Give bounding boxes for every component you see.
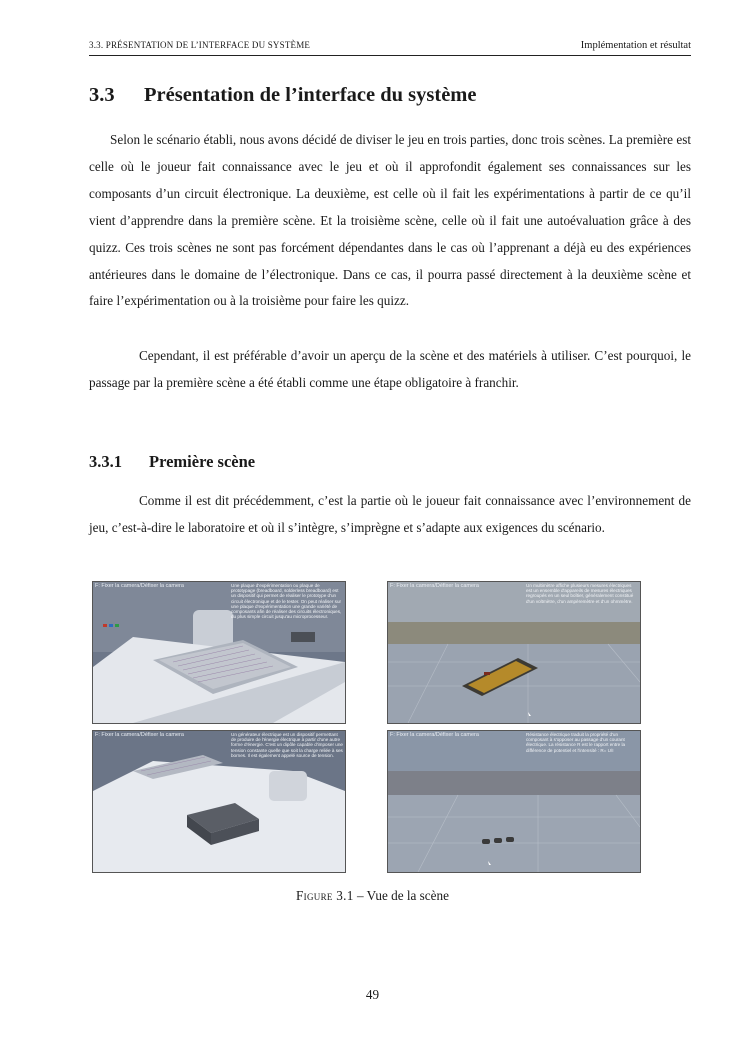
- subsection-title: [89, 452, 255, 472]
- section-number: 3.3: [89, 84, 115, 106]
- paragraph-first-scene: Comme il est dit précédemment, c’est la partie où le joueur fait connaissance avec l’environnement de jeu, c’est-à-dire le laboratoire et où il s’intègre, s’imprègne et s’adapte aux exigences du scénario.: [89, 493, 691, 535]
- figure-label: Figure 3.1: [296, 888, 354, 903]
- subsection-heading-text: Première scène: [149, 452, 256, 471]
- component-description: Un multimètre affiche plusieurs mesures électriques est un ensemble d'appareils de mesures électriques regroupés en un seul boîtier, généralement constitué d'un voltmètre, d'un ampèremètre et d'un ohmmètre.: [526, 583, 634, 604]
- component-description: Une plaque d'expérimentation ou plaque de prototypage (breadboard, solderless breadboard) est un dispositif qui permet de réaliser le prototype d'un circuit électronique et de le tester. On peut réaliser sur une plaque d'expérimentation une grande variété de composants afin de réaliser des circuits électroniques, du plus simple circuit jusqu'au microprocesseur.: [231, 583, 342, 620]
- scene-screenshot-breadboard: [92, 581, 346, 724]
- paragraph-intro: Selon le scénario établi, nous avons décidé de diviser le jeu en trois parties, donc trois scènes. La première est celle où le joueur fait connaissance avec le jeu et où il approfondit également ses connaissances sur les composants d’un circuit électronique. La deuxième, est celle où il fait les expérimentations à partir de ce qu’il vient d’apprendre dans la première scène. Et la troisième scène, celle où il fait une autoévaluation grâce à des quizz. Ces trois scènes ne sont pas forcément dépendantes dans le cas où l’apprenant a déjà eu des expériences antérieures dans le domaine de l’électronique. Dans ce cas, il pourra passé directement à la deuxième scène et faire l’expérimentation ou à la troisième pour faire les quizz.: [89, 132, 691, 309]
- scene-screenshot-resistors: [387, 730, 641, 873]
- scene-screenshot-multimeter: [387, 581, 641, 724]
- section-heading-text: Présentation de l’interface du système: [144, 84, 477, 106]
- camera-hint: F: Fixer la camera/Défixer la camera: [95, 583, 184, 589]
- component-description: Un générateur électrique est un dispositif permettant de produire de l'énergie électrique à partir d'une autre forme d'énergie. C'est un dipôle capable d'imposer une tension constante quelle que soit la charge reliée à ses bornes. Il est également appelé source de tension.: [231, 732, 343, 758]
- section-title: [89, 84, 476, 107]
- running-header-title: Implémentation et résultat: [580, 40, 691, 51]
- running-header: [89, 40, 691, 56]
- camera-hint: F: Fixer la camera/Défixer la camera: [390, 583, 479, 589]
- camera-hint: F: Fixer la camera/Défixer la camera: [390, 732, 479, 738]
- figure-separator: –: [353, 888, 367, 903]
- figure-caption: [0, 888, 745, 904]
- component-description: Résistance électrique traduit la propriété d'un composant à s'opposer au passage d'un courant électrique. La résistance R est le rapport entre la différence de potentiel et l'intensité : R= U/I: [526, 732, 626, 753]
- figure-caption-text: Vue de la scène: [366, 888, 449, 903]
- subsection-number: 3.3.1: [89, 452, 122, 471]
- scene-screenshot-generator: [92, 730, 346, 873]
- camera-hint: F: Fixer la camera/Défixer la camera: [95, 732, 184, 738]
- page-number: 49: [365, 987, 380, 1002]
- paragraph-overview: Cependant, il est préférable d’avoir un aperçu de la scène et des matériels à utiliser. C’est pourquoi, le passage par la première scène a été établi comme une étape obligatoire à franchir.: [89, 348, 691, 390]
- running-header-chapter: 3.3. PRÉSENTATION DE L’INTERFACE DU SYSTÈME: [89, 40, 311, 50]
